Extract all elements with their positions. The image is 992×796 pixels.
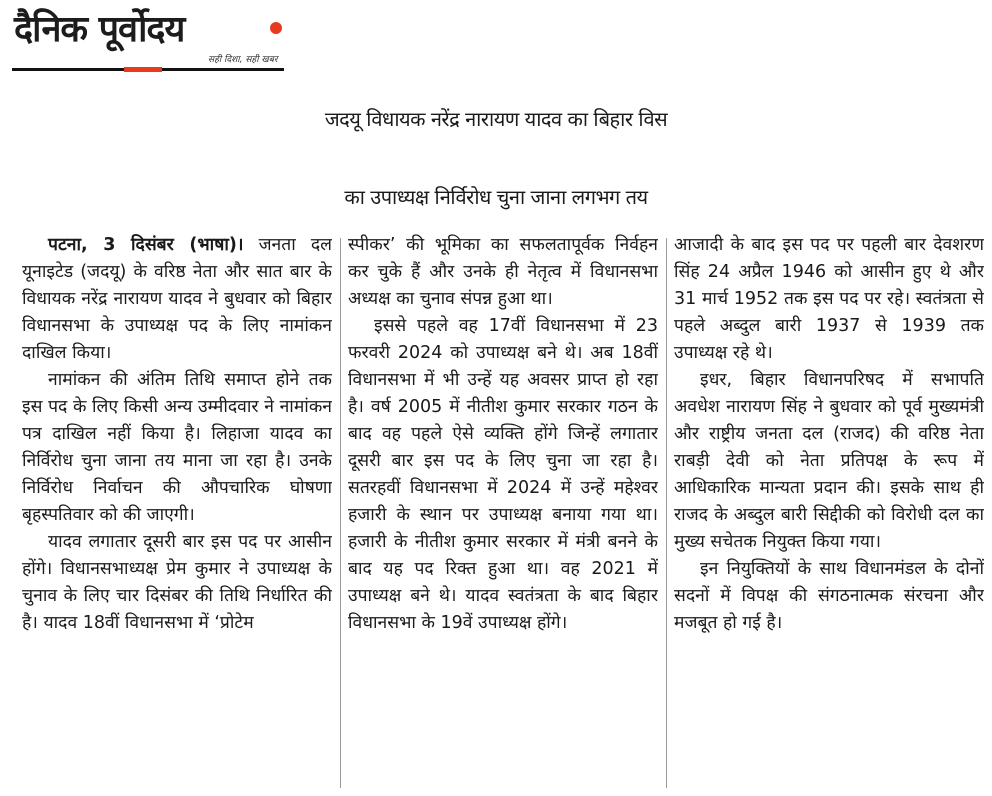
column-divider [340,238,341,788]
masthead-rule [12,68,284,71]
article-paragraph: इन नियुक्तियों के साथ विधानमंडल के दोनों सदनों में विपक्ष की संगठनात्मक संरचना और मजबूत हो गई है। [674,559,984,633]
logo-dot [270,22,282,34]
article-paragraph: इससे पहले वह 17वीं विधानसभा में 23 फरवरी 2024 को उपाध्यक्ष बने थे। अब 18वीं विधानसभा में भी उन्हें यह अवसर प्राप्त हो रहा है। वर्ष 2005 में नीतीश कुमार सरकार गठन के बाद वह पहले ऐसे व्यक्ति होंगे जिन्हें लगातार दूसरी बार इस पद के लिए चुना जा रहा है। सतरहवीं विधानसभा में 2024 में उन्हें महेश्वर हजारी के स्थान पर उपाध्यक्ष बनाया गया था। हजारी के नीतीश कुमार सरकार में मंत्री बनने के बाद यह पद रिक्त हुआ था। वह 2021 में उपाध्यक्ष बने थे। यादव स्वतंत्रता के बाद बिहार विधानसभा के 19वें उपाध्यक्ष होंगे। [348,316,658,633]
headline [20,80,972,236]
article-paragraph: नामांकन की अंतिम तिथि समाप्त होने तक इस पद के लिए किसी अन्य उम्मीदवार ने नामांकन पत्र दाखिल नहीं किया है। लिहाजा यादव का निर्विरोध चुना जाना तय माना जा रहा है। उनके निर्विरोध निर्वाचन की औपचारिक घोषणा बृहस्पतिवार को की जाएगी। [22,370,332,525]
article-paragraph: यादव लगातार दूसरी बार इस पद पर आसीन होंगे। विधानसभाध्यक्ष प्रेम कुमार ने उपाध्यक्ष के चुनाव के लिए चार दिसंबर की तिथि निर्धारित की है। यादव 18वीं विधानसभा में ‘प्रोटेम [22,532,332,633]
newspaper-tagline: सही दिशा, सही खबर [208,55,278,65]
paragraph-text: जनता दल यूनाइटेड (जदयू) के वरिष्ठ नेता और सात बार के विधायक नरेंद्र नारायण यादव ने बुधवार को बिहार विधानसभा के उपाध्यक्ष पद के लिए नामांकन दाखिल किया। [22,235,332,363]
column-divider [666,238,667,788]
article-column-1 [22,232,332,790]
article-paragraph: स्पीकर’ की भूमिका का सफलतापूर्वक निर्वहन कर चुके हैं और उनके ही नेतृत्व में विधानसभा अध्यक्ष का चुनाव संपन्न हुआ था। [348,235,658,309]
article-body [22,232,984,792]
masthead-rule-accent [124,67,162,72]
article-column-2 [348,232,658,790]
article-column-3 [674,232,984,790]
article-paragraph: इधर, बिहार विधानपरिषद में सभापति अवधेश नारायण सिंह ने बुधवार को पूर्व मुख्यमंत्री और राष्ट्रीय जनता दल (राजद) की वरिष्ठ नेता राबड़ी देवी को नेता प्रतिपक्ष के रूप में आधिकारिक मान्यता प्रदान की। इसके साथ ही राजद के अब्दुल बारी सिद्दीकी को विरोधी दल का मुख्य सचेतक नियुक्त किया गया। [674,370,984,552]
headline-line-1: जदयू विधायक नरेंद्र नारायण यादव का बिहार विस [324,107,668,131]
article-paragraph [22,232,332,367]
article-paragraph: आजादी के बाद इस पद पर पहली बार देवशरण सिंह 24 अप्रैल 1946 को आसीन हुए थे और 31 मार्च 1952 तक इस पद पर रहे। स्वतंत्रता से पहले अब्दुल बारी 1937 से 1939 तक उपाध्यक्ष रहे थे। [674,235,984,363]
masthead [12,8,287,72]
dateline: पटना, 3 दिसंबर (भाषा)। [48,235,244,255]
headline-line-2: का उपाध्यक्ष निर्विरोध चुना जाना लगभग तय [344,185,648,209]
newspaper-name: दैनिक पूर्वोदय [14,9,185,50]
